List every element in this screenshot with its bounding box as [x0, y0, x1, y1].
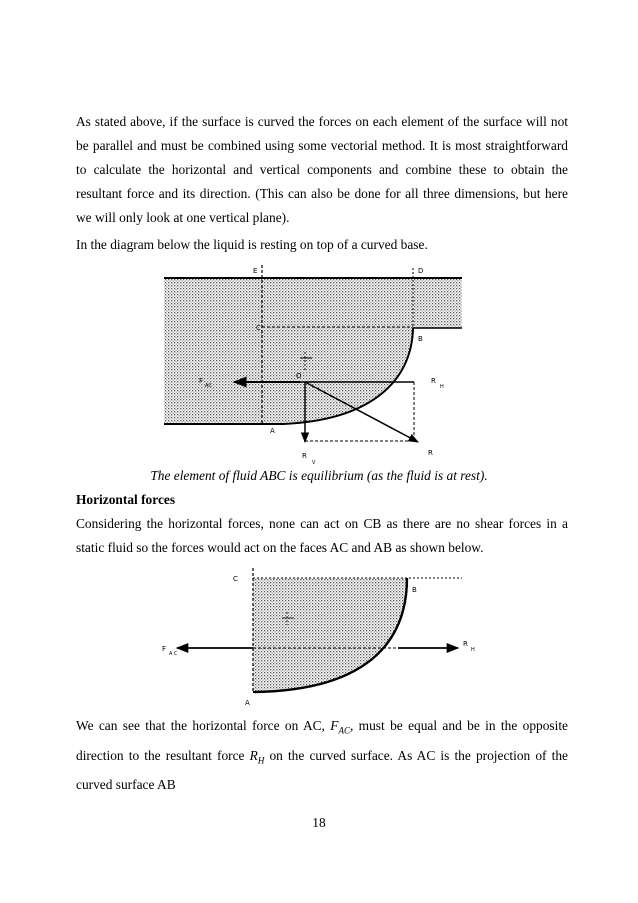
label-rh-sub: H	[440, 384, 444, 390]
figure-caption: The element of fluid ABC is equilibrium (as the fluid is at rest).	[150, 468, 488, 483]
text-run: , must be equal and be in the opposite direction to the resultant force	[76, 718, 568, 763]
label-o: O	[296, 372, 302, 380]
paragraph-curved-surface-intro: As stated above, if the surface is curved the forces on each element of the surface will not be parallel and must be combined using some vectorial method. It is most straightforward to calculate the horizontal and vertical components and combine these to obtain the resultant force and its direction. (This can also be done for all three dimensions, but here we will only look at one vertical plane).	[76, 114, 568, 225]
symbol-r-subscript: H	[257, 755, 265, 766]
fluid-element-abc	[253, 578, 407, 692]
label-rv-r: R	[302, 452, 307, 460]
liquid-region	[164, 278, 462, 424]
label-d: D	[418, 267, 424, 275]
label-fac-f: F	[199, 377, 204, 385]
text-run: on the curved surface. As AC is the projection of the curved surface AB	[76, 747, 569, 793]
text-run: We can see that the horizontal force on AC,	[76, 718, 331, 733]
label-fac-sub-2: A C	[169, 651, 178, 657]
section-heading-horizontal-forces: Horizontal forces	[76, 492, 176, 507]
label-r: R	[428, 449, 433, 457]
label-rv-sub: V	[312, 460, 316, 466]
figure-horizontal-forces-diagram	[162, 568, 475, 707]
label-a-2: A	[245, 699, 250, 707]
label-c-2: C	[233, 575, 238, 583]
symbol-r: R	[249, 747, 258, 763]
label-fac-sub: AC	[205, 383, 212, 389]
label-rh-r: R	[431, 377, 436, 385]
label-a: A	[270, 427, 275, 435]
paragraph-horizontal-force-ac	[76, 714, 568, 797]
label-fac-f-2: F	[162, 645, 167, 653]
page-number: 18	[312, 815, 326, 830]
label-b-2: B	[412, 586, 417, 594]
paragraph-diagram-intro: In the diagram below the liquid is resting on top of a curved base.	[76, 237, 428, 252]
symbol-f-subscript: AC	[338, 725, 350, 736]
label-rh-sub-2: H	[471, 647, 475, 653]
symbol-f: F	[330, 718, 339, 733]
label-b: B	[418, 335, 423, 343]
label-rh-r-2: R	[463, 640, 468, 648]
label-c: C	[256, 324, 261, 332]
label-e: E	[253, 267, 258, 275]
figure-curved-base-diagram	[164, 265, 462, 466]
paragraph-horizontal-forces: Considering the horizontal forces, none can act on CB as there are no shear forces in a static fluid so the forces would act on the faces AC and AB as shown below.	[76, 516, 568, 555]
